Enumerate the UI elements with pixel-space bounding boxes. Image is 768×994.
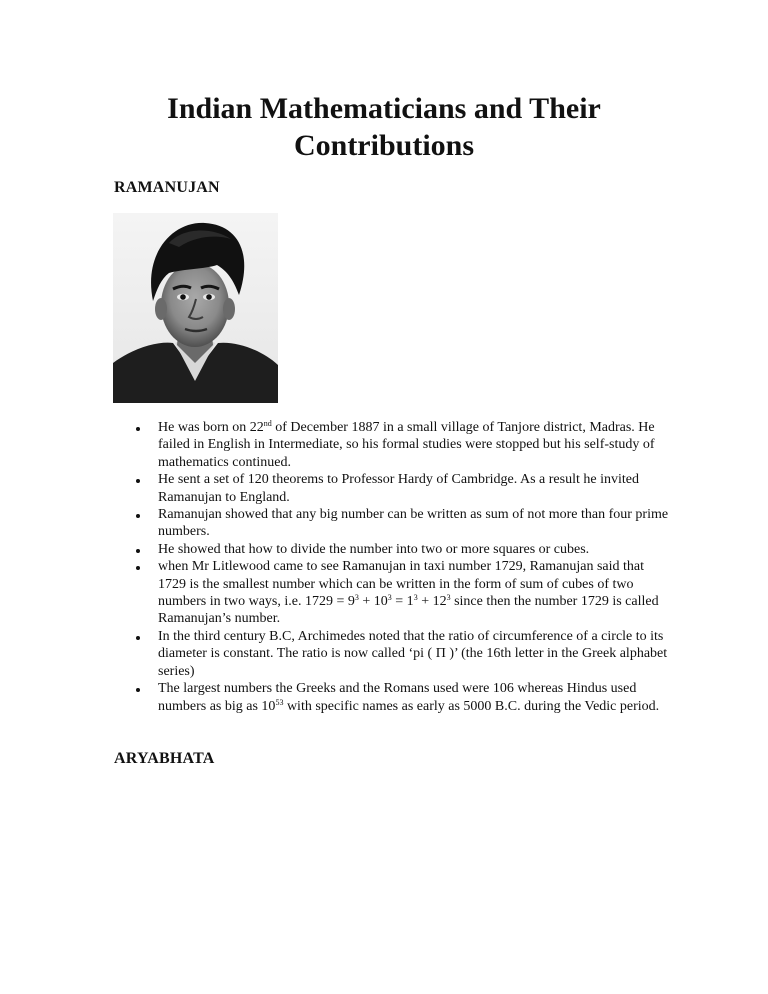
list-item (113, 558, 673, 628)
list-item-text: with specific names as early as 5000 B.C. during the Vedic period. (283, 698, 660, 714)
superscript: nd (263, 419, 272, 428)
superscript: 3 (354, 593, 359, 603)
list-item (113, 541, 673, 558)
ramanujan-portrait (113, 213, 278, 403)
list-item-text: of December 1887 in a small village of Tanjore district, Madras. He failed in English in Intermediate, so his formal studies were stopped but his self-study of mathematics continued. (158, 420, 655, 470)
list-item (113, 628, 673, 680)
list-item-text: = 1 (391, 594, 414, 610)
list-item (113, 419, 673, 471)
list-item-text: + 10 (358, 594, 388, 610)
list-item-text: He was born on 22 (158, 420, 264, 435)
list-item-text: + 12 (417, 594, 447, 610)
list-item (113, 680, 673, 715)
list-item-text: when Mr Litlewood came to see Ramanujan in taxi number 1729, Ramanujan said that 1729 is the smallest number which can be written in the form of sum of cubes of two numbers in two ways, i.e. 1729 = 9 (158, 559, 644, 610)
list-item-text: Ramanujan showed that any big number can be written as sum of not more than four prime numbers. (158, 507, 669, 540)
section-heading-aryabhata: ARYABHATA (114, 750, 215, 767)
list-item-text: He sent a set of 120 theorems to Professor Hardy of Cambridge. As a result he invited Ramanujan to England. (158, 472, 639, 505)
ramanujan-facts-list (113, 419, 673, 715)
superscript: 3 (387, 593, 392, 603)
portrait-image (113, 213, 278, 403)
list-item-text: since then the number 1729 is called Ramanujan’s number. (158, 594, 659, 627)
superscript: 3 (413, 593, 418, 603)
list-item (113, 506, 673, 541)
list-item-text: He showed that how to divide the number into two or more squares or cubes. (158, 541, 590, 557)
list-item-text: The largest numbers the Greeks and the Romans used were 106 whereas Hindus used numbers as big as 10 (158, 681, 637, 714)
superscript: 53 (275, 697, 284, 707)
list-item-text: In the third century B.C, Archimedes noted that the ratio of circumference of a circle to its diameter is constant. The ratio is now called ‘pi ( Π )’ (the 16th letter in the Greek alphabet series) (158, 628, 668, 679)
page-title: Indian Mathematicians and Their Contributions (167, 92, 601, 162)
superscript: 3 (446, 593, 451, 603)
list-item (113, 471, 673, 506)
section-heading-ramanujan: RAMANUJAN (114, 179, 220, 196)
